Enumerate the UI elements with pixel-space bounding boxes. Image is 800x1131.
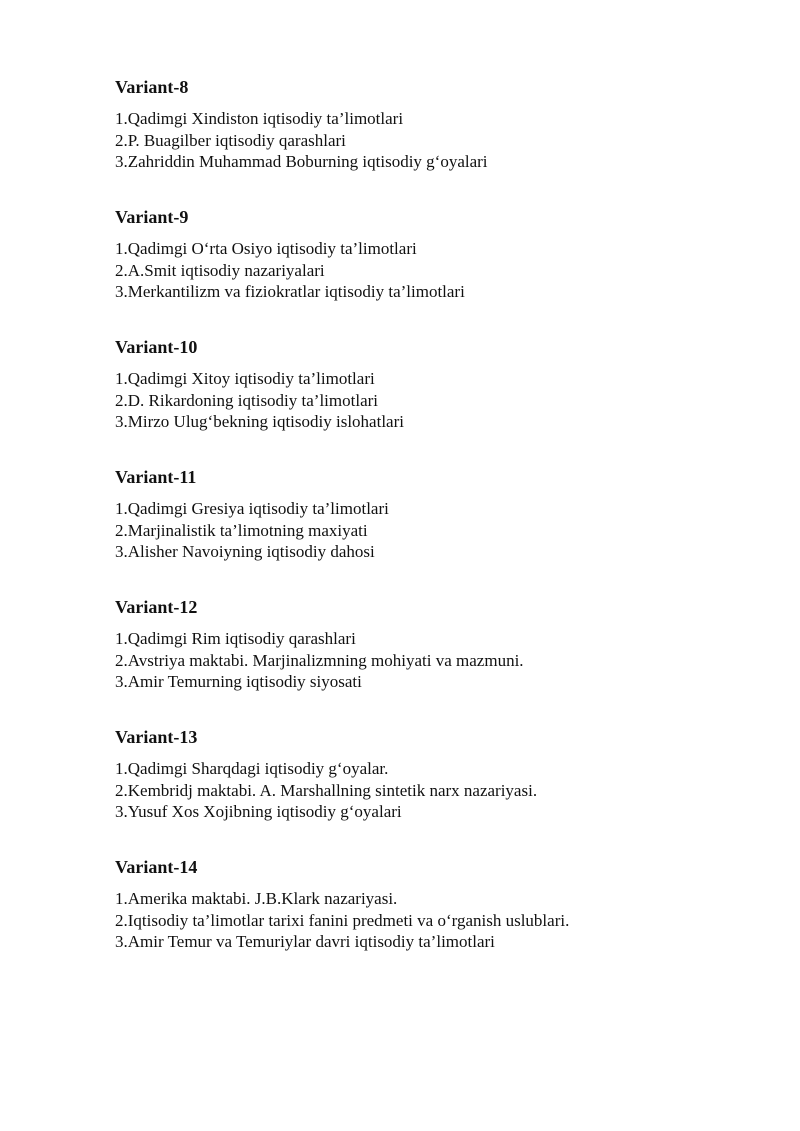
variant-section-14 xyxy=(115,856,755,986)
variant-heading: Variant-13 xyxy=(115,727,198,747)
variant-section-10 xyxy=(115,336,755,466)
variant-heading: Variant-10 xyxy=(115,337,198,357)
topic-item: 3.Alisher Navoiyning iqtisodiy dahosi xyxy=(115,542,375,561)
topic-item: 1.Qadimgi Xindiston iqtisodiy ta’limotlari xyxy=(115,109,404,128)
topic-item: 1.Qadimgi Rim iqtisodiy qarashlari xyxy=(115,629,356,648)
topic-item: 3.Merkantilizm va fiziokratlar iqtisodiy ta’limotlari xyxy=(115,282,465,301)
topic-item: 3.Mirzo Ulug‘bekning iqtisodiy islohatlari xyxy=(115,412,404,431)
topic-item: 3.Amir Temur va Temuriylar davri iqtisodiy ta’limotlari xyxy=(115,932,495,951)
variant-heading: Variant-12 xyxy=(115,597,198,617)
variant-section-11 xyxy=(115,466,755,596)
topic-item: 1.Qadimgi O‘rta Osiyo iqtisodiy ta’limotlari xyxy=(115,239,417,258)
topic-item: 2.Iqtisodiy ta’limotlar tarixi fanini predmeti va o‘rganish uslublari. xyxy=(115,910,570,930)
variant-heading: Variant-11 xyxy=(115,467,197,487)
variant-heading: Variant-8 xyxy=(115,77,189,97)
variant-heading: Variant-9 xyxy=(115,207,189,227)
topic-item: 2.D. Rikardoning iqtisodiy ta’limotlari xyxy=(115,390,379,410)
topic-item: 2.Avstriya maktabi. Marjinalizmning mohiyati va mazmuni. xyxy=(115,650,524,670)
topic-item: 3.Zahriddin Muhammad Boburning iqtisodiy g‘oyalari xyxy=(115,152,488,171)
topic-item: 1.Qadimgi Sharqdagi iqtisodiy g‘oyalar. xyxy=(115,759,389,778)
topic-item: 2.P. Buagilber iqtisodiy qarashlari xyxy=(115,130,346,150)
variant-section-12 xyxy=(115,596,755,726)
topic-item: 1.Qadimgi Gresiya iqtisodiy ta’limotlari xyxy=(115,499,389,518)
document-page xyxy=(115,76,755,986)
variant-heading: Variant-14 xyxy=(115,857,198,877)
variant-section-13 xyxy=(115,726,755,856)
variant-section-9 xyxy=(115,206,755,336)
topic-item: 1.Qadimgi Xitoy iqtisodiy ta’limotlari xyxy=(115,369,375,388)
topic-item: 3.Yusuf Xos Xojibning iqtisodiy g‘oyalari xyxy=(115,802,402,821)
topic-item: 2.A.Smit iqtisodiy nazariyalari xyxy=(115,260,325,280)
topic-item: 2.Kembridj maktabi. A. Marshallning sintetik narx nazariyasi. xyxy=(115,780,538,800)
topic-item: 2.Marjinalistik ta’limotning maxiyati xyxy=(115,520,368,540)
variant-section-8 xyxy=(115,76,755,206)
topic-item: 3.Amir Temurning iqtisodiy siyosati xyxy=(115,672,362,691)
topic-item: 1.Amerika maktabi. J.B.Klark nazariyasi. xyxy=(115,889,398,908)
